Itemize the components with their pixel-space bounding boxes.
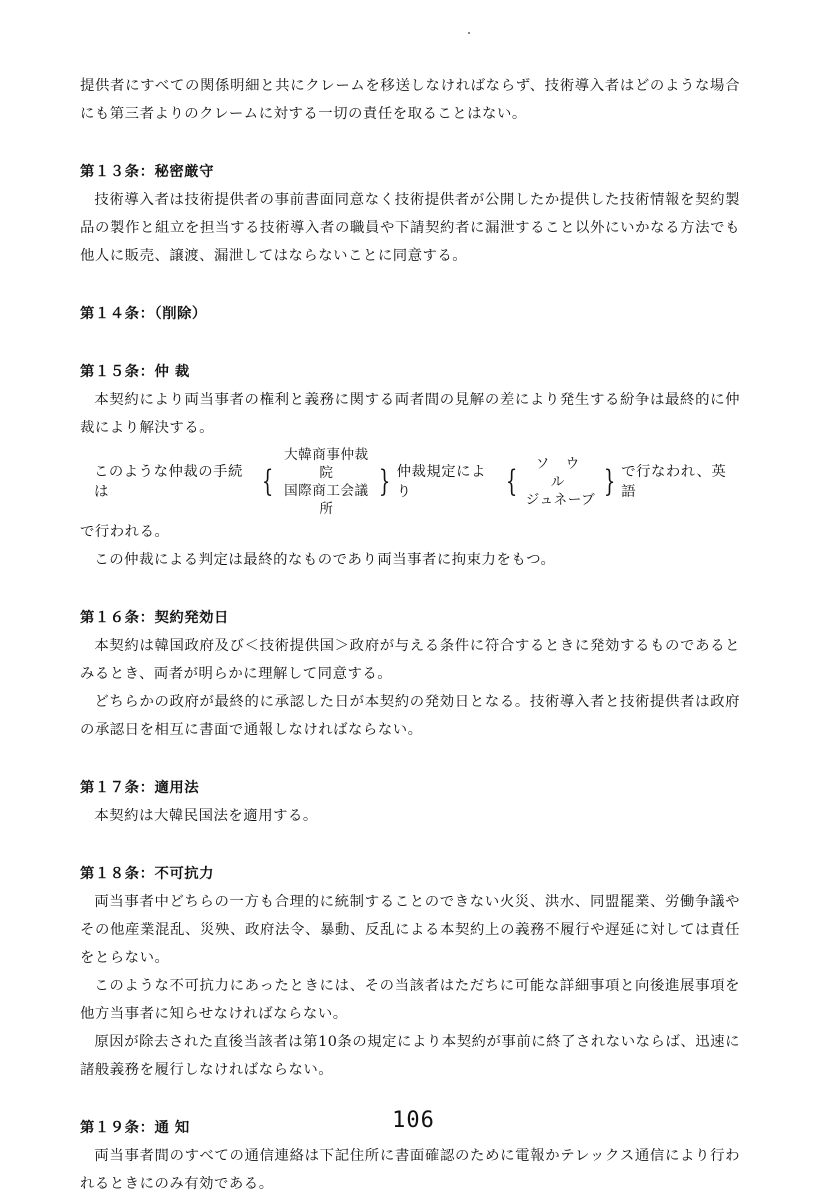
article-14-heading: 第１４条：（削除） [80, 305, 207, 322]
article-19-body: 両当事者間のすべての通信連絡は下記住所に書面確認のために電報かテレックス通信により行われるときにのみ有効である。 [80, 1148, 740, 1192]
option-seoul: ソ ウ ル [535, 456, 586, 490]
article-13-heading: 第１３条：秘密厳守 [80, 163, 215, 180]
arbitration-body-options [258, 446, 394, 518]
left-brace: { [262, 464, 274, 499]
article-18-body-3: 原因が除去された直後当該者は第10条の規定により本契約が事前に終了されないならば、迅速に諸般義務を履行しなければならない。 [80, 1034, 740, 1078]
article-16-body-1: 本契約は韓国政府及び＜技術提供国＞政府が与える条件に符合するときに発効するものであるとみるとき、両者が明らかに理解して同意する。 [80, 638, 740, 682]
arbitration-place-options [502, 455, 619, 509]
article-18-body-2: このような不可抗力にあったときには、その当該者はただちに可能な詳細事項と向後進展事項を他方当事者に知らせなければならない。 [80, 978, 740, 1022]
arbitration-clause-middle: 仲裁規定により [396, 464, 486, 500]
right-brace: } [603, 464, 616, 499]
arbitration-clause-suffix: で行なわれ、英語 [621, 464, 727, 500]
page-number: 106 [392, 1108, 435, 1133]
article-16-body-2: どちらかの政府が最終的に承認した日が本契約の発効日となる。技術導入者と技術提供者は政府の承認日を相互に書面で通報しなければならない。 [80, 694, 740, 738]
article-17-heading: 第１７条：適用法 [80, 779, 200, 796]
article-17 [80, 774, 740, 830]
article-15-body-1: 本契約により両当事者の権利と義務に関する両者間の見解の差により発生する紛争は最終的に仲裁により解決する。 [80, 392, 740, 436]
article-14 [80, 300, 740, 328]
option-geneva: ジュネーブ [525, 492, 596, 508]
article-16 [80, 604, 740, 744]
article-13 [80, 158, 740, 270]
article-18 [80, 860, 740, 1084]
article-13-body: 技術導入者は技術提供者の事前書面同意なく技術提供者が公開したか提供した技術情報を契約製品の製作と組立を担当する技術導入者の職員や下請契約者に漏泄すること以外にいかなる方法でも他人に販売、譲渡、漏泄してはならないことに同意する。 [80, 192, 740, 264]
article-19-heading: 第１９条：通 知 [80, 1119, 190, 1136]
arbitration-clause-prefix: このような仲裁の手続は [94, 464, 243, 500]
article-15-body-3: この仲裁による判定は最終的なものであり両当事者に拘束力をもつ。 [94, 552, 556, 568]
arbitration-clause-end: で行われる。 [80, 524, 170, 540]
scan-speck [468, 32, 470, 34]
document-body [80, 72, 740, 1198]
article-18-heading: 第１８条：不可抗力 [80, 865, 215, 882]
article-17-body: 本契約は大韓民国法を適用する。 [94, 808, 318, 824]
article-15 [80, 358, 740, 574]
article-15-heading: 第１５条：仲 裁 [80, 363, 190, 380]
arbitration-clause [80, 446, 740, 518]
option-icc: 国際商工会議所 [284, 483, 369, 517]
option-korean-board: 大韓商事仲裁院 [284, 447, 369, 481]
intro-paragraph: 提供者にすべての関係明細と共にクレームを移送しなければならず、技術導入者はどのような場合にも第三者よりのクレームに対する一切の責任を取ることはない。 [80, 78, 740, 122]
article-18-body-1: 両当事者中どちらの一方も合理的に統制することのできない火災、洪水、同盟罷業、労働争議やその他産業混乱、災殃、政府法令、暴動、反乱による本契約上の義務不履行や遅延に対しては責任をとらない。 [80, 894, 740, 966]
right-brace: } [378, 464, 391, 499]
left-brace: { [505, 464, 518, 499]
article-16-heading: 第１６条：契約発効日 [80, 609, 229, 626]
